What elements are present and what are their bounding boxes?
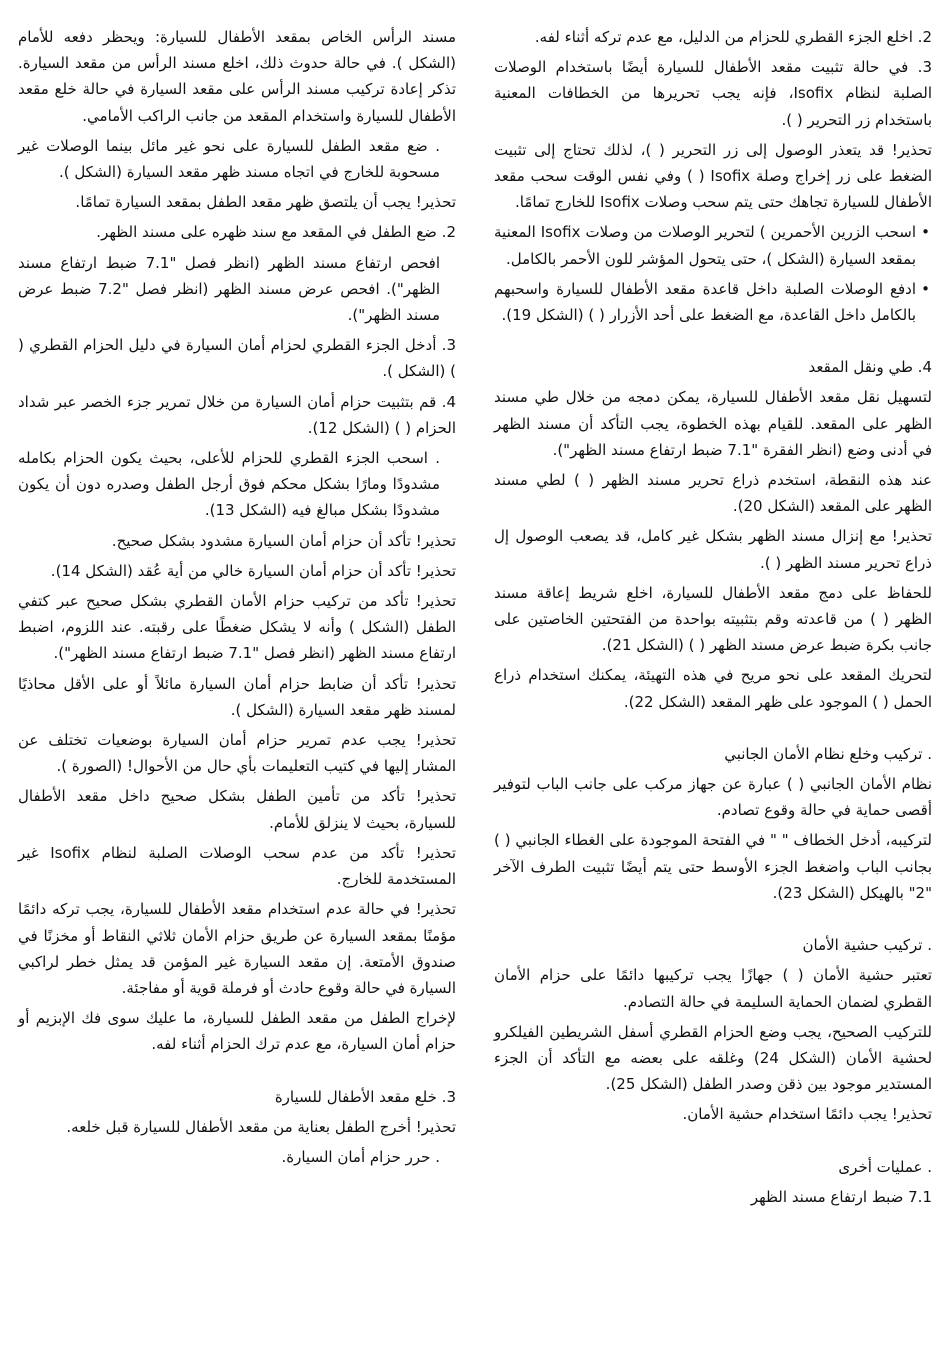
section-gap [494, 719, 932, 741]
section-gap [494, 1132, 932, 1154]
paragraph: تحذير! تأكد من تركيب حزام الأمان القطري بشكل صحيح عبر كتفي الطفل (الشكل ) وأنه لا يشكل ضغطًا على رقبته. عند اللزوم، اضبط ارتفاع مسند الظهر (انظر فصل "7.1 ضبط ارتفاع مسند الظهر"). [18, 592, 456, 663]
paragraph: . حرر حزام أمان السيارة. [281, 1147, 440, 1166]
paragraph: تحذير! قد يتعذر الوصول إلى زر التحرير ( )، لذلك تحتاج إلى تثبيت الضغط على زر إخراج وصلة Isofix ( ) وفي نفس الوقت سحب مقعد الأطفال للسيارة تجاهك حتى يتم سحب وصلات Isofix للخارج تمامًا. [494, 140, 932, 212]
section-gap [494, 332, 932, 354]
bullet-item: • اسحب الزرين الأحمرين ) لتحرير الوصلات من وصلات Isofix المعنية بمقعد السيارة (الشكل )، حتى يتحول المؤشر للون الأحمر بالكامل. [494, 219, 932, 271]
paragraph: لإخراج الطفل من مقعد الطفل للسيارة، ما عليك سوى فك الإبزيم أو حزام أمان السيارة، مع عدم ترك الحزام أثناء لفه. [18, 1009, 456, 1054]
paragraph: تحذير! تأكد من تأمين الطفل بشكل صحيح داخل مقعد الأطفال للسيارة، بحيث لا ينزلق للأمام. [18, 787, 456, 832]
paragraph: تحذير! مع إنزال مسند الظهر بشكل غير كامل، قد يصعب الوصول إل ذراع تحرير مسند الظهر ( ). [494, 527, 932, 572]
paragraph: . عمليات أخرى [838, 1157, 932, 1176]
paragraph: 3. خلع مقعد الأطفال للسيارة [274, 1087, 456, 1106]
paragraph: 2. ضع الطفل في المقعد مع سند ظهره على مسند الظهر. [96, 223, 456, 242]
paragraph: تحذير! أخرج الطفل بعناية من مقعد الأطفال للسيارة قبل خلعه. [66, 1117, 456, 1136]
paragraph: تحذير! تأكد أن حزام أمان السيارة مشدود بشكل صحيح. [111, 531, 456, 550]
paragraph: 3. أدخل الجزء القطري لحزام أمان السيارة في دليل الحزام القطري ( ) (الشكل ). [18, 336, 456, 381]
paragraph: تحذير! في حالة عدم استخدام مقعد الأطفال للسيارة، يجب تركه دائمًا مؤمنًا بمقعد السيارة عن طريق حزام الأمان ثلاثي النقاط أو مخزنًا في صندوق الأمتعة. إن مقعد السيارة غير المؤمن قد يمثل خطر لراكبي السيارة في حالة وقوع حادث أو فرملة قوية أو مفاجئة. [18, 900, 456, 997]
paragraph: 4. قم بتثبيت حزام أمان السيارة من خلال تمرير جزء الخصر عبر شداد الحزام ( ) (الشكل 12). [18, 392, 456, 437]
left-column [18, 24, 456, 1174]
paragraph: . تركيب وخلع نظام الأمان الجانبي [724, 744, 932, 763]
paragraph: تحذير! يجب أن يلتصق ظهر مقعد الطفل بمقعد السيارة تمامًا. [75, 193, 456, 212]
paragraph: . تركيب حشية الأمان [802, 936, 932, 955]
section-gap [494, 910, 932, 932]
paragraph: تحذير! تأكد أن ضابط حزام أمان السيارة مائلاً أو على الأقل محاذيًا لمسند ظهر مقعد السيارة (الشكل ). [18, 674, 456, 719]
paragraph: نظام الأمان الجانبي ( ) عبارة عن جهاز مركب على جانب الباب لتوفير أقصى حماية في حالة وقوع تصادم. [494, 775, 932, 820]
paragraph: 2. اخلع الجزء القطري للحزام من الدليل، مع عدم تركه أثناء لفه. [534, 28, 932, 46]
paragraph: عند هذه النقطة، استخدم ذراع تحرير مسند الظهر ( ) لطي مسند الظهر على المقعد (الشكل 20). [494, 471, 932, 516]
paragraph: تعتبر حشية الأمان ( ) جهازًا يجب تركيبها دائمًا على حزام الأمان القطري لضمان الحماية السليمة في حالة التصادم. [494, 966, 932, 1011]
paragraph: . اسحب الجزء القطري للحزام للأعلى، بحيث يكون الحزام بكامله مشدودًا ومارًا بشكل محكم فوق أرجل الطفل وصدره دون أن يكون مشدودًا بشكل مبالغ فيه (الشكل 13). [18, 449, 440, 520]
paragraph: للتركيب الصحيح، يجب وضع الحزام القطري أسفل الشريطين الفيلكرو لحشية الأمان (الشكل 24) وغلقه على بعضه مع التأكد أن الجزء المستدير موجود بين ذقن وصدر الطفل (الشكل 25). [494, 1022, 933, 1094]
paragraph: 3. في حالة تثبيت مقعد الأطفال للسيارة أيضًا باستخدام الوصلات الصلبة لنظام Isofix، فإنه يجب تحريرها من الخطافات المعنية باستخدام زر التحرير ( ). [494, 58, 932, 129]
paragraph: 4. طي ونقل المقعد [808, 358, 932, 377]
paragraph: تحذير! تأكد من عدم سحب الوصلات الصلبة لنظام Isofix غير المستخدمة للخارج. [18, 843, 456, 889]
paragraph: مسند الرأس الخاص بمقعد الأطفال للسيارة: ويحظر دفعه للأمام (الشكل ). في حالة حدوث ذلك، اخلع مسند الرأس من مقعد السيارة. تذكر إعادة تركيب مسند الرأس على مقعد السيارة في حالة خلع مقعد الأطفال للسيارة واستخدام المقعد من جانب الراكب الأمامي. [18, 28, 456, 125]
paragraph: تحذير! يجب دائمًا استخدام حشية الأمان. [682, 1105, 932, 1124]
paragraph: تحذير! تأكد أن حزام أمان السيارة خالي من أية عُقد (الشكل 14). [50, 561, 456, 580]
paragraph: افحص ارتفاع مسند الظهر (انظر فصل "7.1 ضبط ارتفاع مسند الظهر"). افحص عرض مسند الظهر (انظر فصل "7.2 ضبط عرض مسند الظهر"). [18, 253, 440, 325]
right-column [494, 24, 932, 1214]
paragraph: لتحريك المقعد على نحو مريح في هذه التهيئة، يمكنك استخدام ذراع الحمل ( ) الموجود على ظهر المقعد (الشكل 22). [494, 666, 932, 711]
paragraph: تحذير! يجب عدم تمرير حزام أمان السيارة بوضعيات تختلف عن المشار إليها في كتيب التعليمات بأي حال من الأحوال! (الصورة ). [18, 731, 456, 776]
paragraph: لتسهيل نقل مقعد الأطفال للسيارة، يمكن دمجه من خلال طي مسند الظهر على المقعد. للقيام بهذه الخطوة، يجب التأكد أن مسند الظهر في أدنى وضع (انظر الفقرة "7.1 ضبط ارتفاع مسند الظهر"). [494, 388, 932, 459]
bullet-item: • ادفع الوصلات الصلبة داخل قاعدة مقعد الأطفال للسيارة واسحبهم بالكامل داخل القاعدة، مع الضغط على أحد الأزرار ( ) (الشكل 19). [494, 276, 932, 328]
section-gap [18, 1062, 456, 1084]
paragraph: 7.1 ضبط ارتفاع مسند الظهر [750, 1187, 932, 1206]
paragraph: للحفاظ على دمج مقعد الأطفال للسيارة، اخلع شريط إعاقة مسند الظهر ( ) من قاعدته وقم بتثبيته بواحدة من الفتحتين الخاصتين على جانب بكرة ضبط عرض مسند الظهر ( ) (الشكل 21). [494, 583, 932, 655]
paragraph: . ضع مقعد الطفل للسيارة على نحو غير مائل بينما الوصلات غير مسحوبة للخارج في اتجاه مسند ظهر مقعد السيارة (الشكل ). [18, 136, 440, 182]
paragraph: لتركيبه، أدخل الخطاف " " في الفتحة الموجودة على الغطاء الجانبي ( ) بجانب الباب واضغط الجزء الأوسط حتى يتم أيضًا تثبيت الطرف الآخر "2" بالهيكل (الشكل 23). [494, 831, 932, 902]
